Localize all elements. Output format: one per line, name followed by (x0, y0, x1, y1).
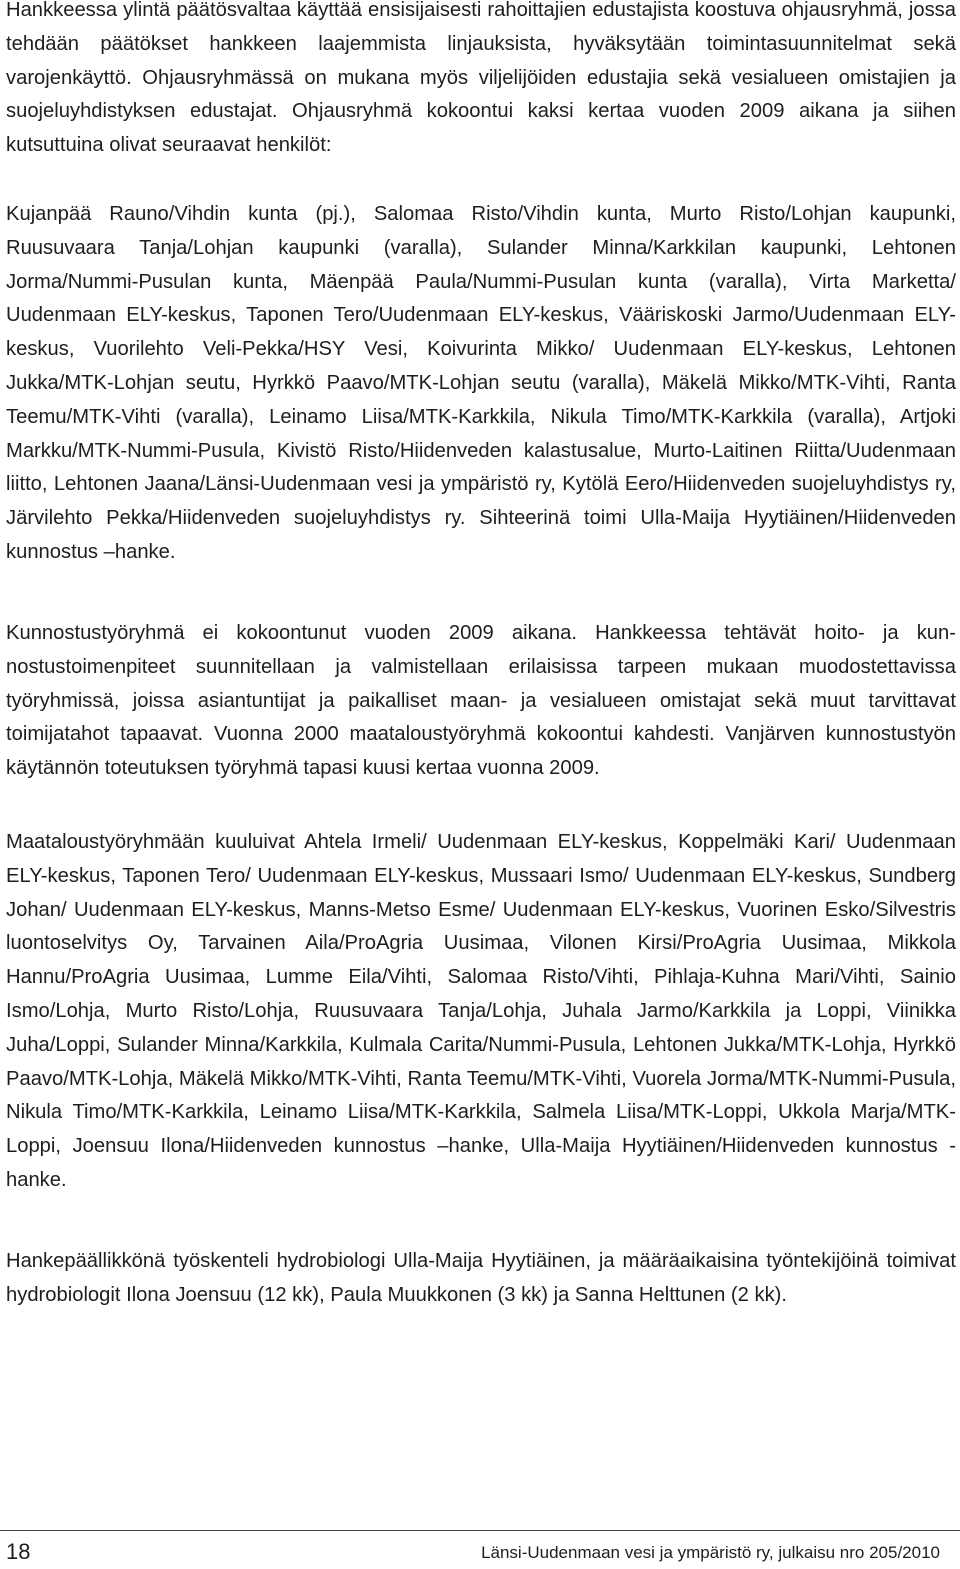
footer-divider (0, 1530, 960, 1531)
footer-publication: Länsi-Uudenmaan vesi ja ympäristö ry, julkaisu nro 205/2010 (481, 1543, 940, 1562)
paragraph-project-staff: Hankepäällikkönä työskenteli hydrobiologi Ulla-Maija Hyytiäinen, ja määräaikaisina työntekijöinä toimivat hydrobiologit Ilona Joensuu (12 kk), Paula Muukkonen (3 kk) ja Sanna Helttunen (2 kk). (6, 1250, 956, 1306)
paragraph-restoration-working-group: Kunnostustyöryhmä ei kokoontunut vuoden 2009 aikana. Hankkeessa tehtävät hoito- ja kunnostustoimenpiteet suunnitellaan ja valmistellaan erilaisissa tarpeen mukaan muodostettavissa työryhmissä, joissa asiantuntijat ja paikalliset maan- ja vesialueen omistajat sekä muut tarvittavat toimijatahot tapaavat. Vuonna 2000 maataloustyöryhmä kokoontui kahdesti. Vanjärven kunnostustyön käytännön toteutuksen työryhmä tapasi kuusi kertaa vuonna 2009. (6, 622, 956, 780)
paragraph-steering-group: Hankkeessa ylintä päätösvaltaa käyttää ensisijaisesti rahoittajien edustajista koostuva ohjausryhmä, jossa tehdään päätökset hankkeen laajemmista linjauksista, hyväksytään toimintasuunnitelmat sekä varojenkäyttö. Ohjausryhmässä on mukana myös viljelijöiden edustajia sekä vesialueen omistajien ja suojeluyhdistyksen edustajat. Ohjausryhmä kokoontui kaksi kertaa vuoden 2009 aikana ja siihen kutsuttuina olivat seuraavat henkilöt: (6, 0, 956, 157)
paragraph-agriculture-group-members: Maataloustyöryhmään kuuluivat Ahtela Irmeli/ Uudenmaan ELY-keskus, Koppelmäki Kari/ Uudenmaan ELY-keskus, Taponen Tero/ Uudenmaan ELY-keskus, Mussaari Ismo/ Uudenmaan ELY-keskus, Sundberg Johan/ Uudenmaan ELY-keskus, Manns-Metso Esme/ Uudenmaan ELY-keskus, Vuorinen Esko/Silvestris luontoselvitys Oy, Tarvainen Aila/ProAgria Uusimaa, Vilonen Kirsi/ProAgria Uusimaa, Mikkola Hannu/ProAgria Uusimaa, Lumme Eila/Vihti, Salomaa Risto/Vihti, Pihlaja-Kuhna Mari/Vihti, Sainio Ismo/Lohja, Murto Risto/Lohja, Ruusuvaara Tanja/Lohja, Juhala Jarmo/Karkkila ja Loppi, Viinikka Juha/Loppi, Sulander Minna/Karkkila, Kulmala Carita/Nummi-Pusula, Lehtonen Jukka/MTK-Lohja, Hyrkkö Paavo/MTK-Lohja, Mäkelä Mikko/MTK-Vihti, Ranta Teemu/MTK-Vihti, Vuorela Jorma/MTK-Nummi-Pusula, Nikula Timo/MTK-Karkkila, Leinamo Liisa/MTK-Karkkila, Salmela Liisa/MTK-Loppi, Ukkola Marja/MTK-Loppi, Joensuu Ilona/Hiidenveden kunnostus –hanke, Ulla-Maija Hyytiäinen/Hiidenveden kunnostus -hanke. (6, 831, 956, 1191)
paragraph-steering-group-members: Kujanpää Rauno/Vihdin kunta (pj.), Salomaa Risto/Vihdin kunta, Murto Risto/Lohjan kaupunki, Ruusuvaara Tanja/Lohjan kaupunki (varalla), Sulander Minna/Karkkilan kaupunki, Lehtonen Jorma/Nummi-Pusulan kunta, Mäenpää Paula/Nummi-Pusulan kunta (varalla), Virta Marketta/ Uudenmaan ELY-keskus, Taponen Tero/Uudenmaan ELY-keskus, Vääriskoski Jarmo/Uudenmaan ELY-keskus, Vuorilehto Veli-Pekka/HSY Vesi, Koivurinta Mikko/ Uudenmaan ELY-keskus, Lehtonen Jukka/MTK-Lohjan seutu, Hyrkkö Paavo/MTK-Lohjan seutu (varalla), Mäkelä Mikko/MTK-Vihti, Ranta Teemu/MTK-Vihti (varalla), Leinamo Liisa/MTK-Karkkila, Nikula Timo/MTK-Karkkila (varalla), Artjoki Markku/MTK-Nummi-Pusula, Kivistö Risto/Hiidenveden kalastusalue, Murto-Laitinen Riitta/Uudenmaan liitto, Lehtonen Jaana/Länsi-Uudenmaan vesi ja ympäristö ry, Kytölä Eero/Hiidenveden suojeluyhdistys ry, Järvilehto Pekka/Hiidenveden suojeluyhdistys ry. Sihteerinä toimi Ulla-Maija Hyytiäinen/Hiidenveden kunnostus –hanke. (6, 203, 956, 563)
page-number: 18 (6, 1539, 31, 1564)
